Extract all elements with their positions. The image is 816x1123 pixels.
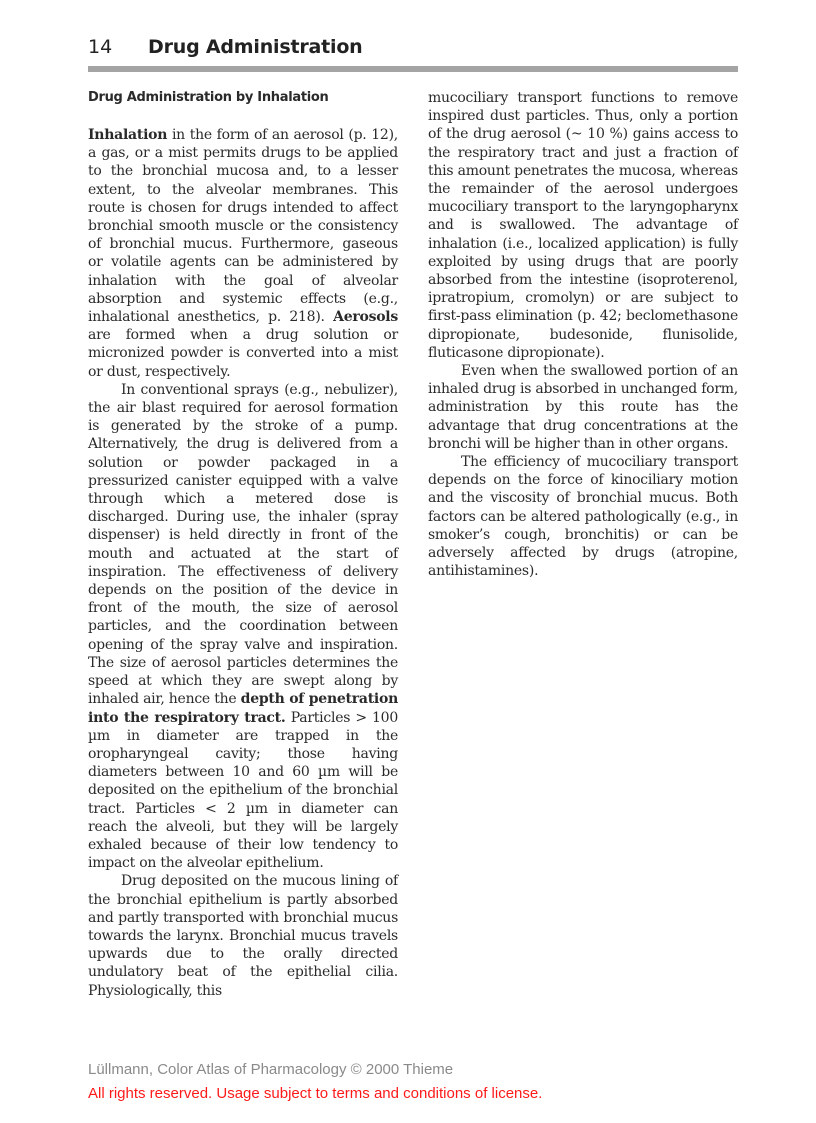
page-title: Drug Administration — [148, 36, 363, 58]
bold-term-aerosols: Aerosols — [333, 309, 398, 326]
paragraph-text: Particles > 100 µm in diameter are trapped in the oropharyngeal cavity; those having diameters between 10 and 60 µm will be deposited on the epithelium of the bronchial tract. Particles < 2 µm in diameter can reach the alveoli, but they will be largely exhaled because of their low tendency to impact on the alveolar epithelium. — [88, 709, 399, 872]
page-header — [88, 36, 738, 64]
paragraph-sprays — [88, 381, 398, 872]
section-title: Drug Administration by Inhalation — [88, 90, 329, 105]
paragraph-text: are formed when a drug solution or micronized powder is converted into a mist or dust, respectively. — [88, 327, 398, 380]
paragraph-text: in the form of an aerosol (p. 12), a gas, or a mist permits drugs to be applied to the bronchial mucosa and, to a lesser extent, to the alveolar membranes. This route is chosen for drugs intended to affect bronchial smooth muscle or the consistency of bronchial mucus. Furthermore, gaseous or volatile agents can be administered by inhalation with the goal of alveolar absorption and systemic effects (e.g., inhalational anesthetics, p. 218). — [88, 127, 398, 326]
paragraph-swallowed-portion — [428, 362, 738, 453]
left-column — [88, 89, 398, 1000]
right-column — [428, 89, 738, 580]
bold-term-inhalation: Inhalation — [88, 127, 168, 143]
paragraph-text: Even when the swallowed portion of an inhaled drug is absorbed in unchanged form, administration by this route has the advantage that drug concentrations at the bronchi will be higher than in other organs. — [428, 363, 738, 452]
footer-rights-notice: All rights reserved. Usage subject to terms and conditions of license. — [88, 1085, 543, 1102]
paragraph-text: The efficiency of mucociliary transport depends on the force of kinociliary motion and the viscosity of bronchial mucus. Both factors can be altered pathologically (e.g., in smoker’s cough, bronchitis) or can be adversely affected by drugs (atropine, antihistamines). — [428, 454, 738, 580]
paragraph-mucous-lining — [88, 872, 398, 999]
paragraph-text: In conventional sprays (e.g., nebulizer), the air blast required for aerosol formation is generated by the stroke of a pump. Alternatively, the drug is delivered from a solution or powder packaged in a pressurized canister equipped with a valve through which a metered dose is discharged. During use, the inhaler (spray dispenser) is held directly in front of the mouth and actuated at the start of inspiration. The effectiveness of delivery depends on the position of the device in front of the mouth, the size of aerosol particles, and the coordination between opening of the spray valve and inspiration. The size of aerosol particles determines the speed at which they are swept along by inhaled air, hence the — [88, 381, 398, 708]
paragraph-inhalation — [88, 126, 398, 381]
paragraph-efficiency — [428, 453, 738, 580]
header-rule — [88, 66, 738, 72]
paragraph-text: Drug deposited on the mucous lining of the bronchial epithelium is partly absorbed and partly transported with bronchial mucus towards the larynx. Bronchial mucus travels upwards due to the orally directed undulatory beat of the epithelial cilia. Physiologically, this — [88, 873, 398, 999]
footer-credit: Lüllmann, Color Atlas of Pharmacology © 2000 Thieme — [88, 1061, 454, 1078]
page-number: 14 — [88, 36, 113, 58]
bold-term-penetration: depth of penetration into the respiratory tract. — [88, 691, 398, 726]
paragraph-mucociliary — [428, 89, 738, 362]
paragraph-text: mucociliary transport functions to remove inspired dust particles. Thus, only a portion of the drug aerosol (~ 10 %) gains access to the respiratory tract and just a fraction of this amount penetrates the mucosa, whereas the remainder of the aerosol undergoes mucociliary transport to the laryngopharynx and is swallowed. The advantage of inhalation (i.e., localized application) is fully exploited by using drugs that are poorly absorbed from the intestine (isoproterenol, ipratropium, cromolyn) or are subject to first-pass elimination (p. 42; beclomethasone dipropionate, budesonide, flunisolide, fluticasone dipropionate). — [428, 90, 738, 361]
